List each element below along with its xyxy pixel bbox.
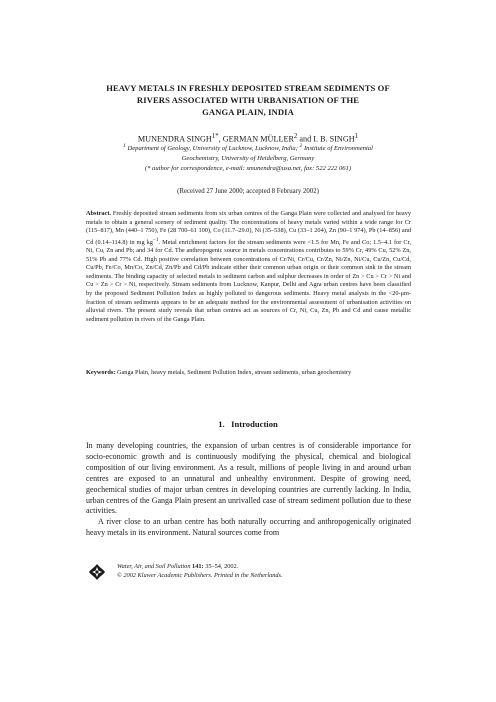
correspondence-line: (* author for correspondence, e-mail: smunendra@usa.net, fax: 522 222 061) xyxy=(144,165,352,173)
title-line: HEAVY METALS IN FRESHLY DEPOSITED STREAM SEDIMENTS OF xyxy=(106,83,390,93)
title-line: GANGA PLAIN, INDIA xyxy=(202,107,294,117)
author-superscript: 1 xyxy=(354,133,359,140)
copyright-line: © 2002 Kluwer Academic Publishers. Printed in the Netherlands. xyxy=(117,572,283,579)
author-superscript: 1* xyxy=(211,133,219,140)
author-name: GERMAN MÜLLER xyxy=(222,134,294,144)
journal-pages: 35–54, 2002. xyxy=(205,563,239,570)
keywords-text: Ganga Plain, heavy metals, Sediment Pollution Index, stream sediments, urban geochemistry xyxy=(115,369,352,376)
keywords xyxy=(86,369,411,378)
section-number: 1. xyxy=(218,419,225,429)
affiliation-line: Geochemistry, University of Heidelberg, Germany xyxy=(181,155,315,163)
body-paragraph: In many developing countries, the expansion of urban centres is of considerable importance for socio-economic growth and is continuously modifying the physical, chemical and biological composition of our living environment. As a result, millions of people living in and around urban centres are exposed to an unnatural and unhealthy environment. Despite of growing need, geochemical studies of major urban centres in developing countries are currently lacking. In India, urban centres of the Ganga Plain present an unrivalled case of stream sediment pollution due to these activities. xyxy=(86,441,411,516)
body-paragraph: A river close to an urban centre has both naturally occurring and anthropogenically originated heavy metals in its environment. Natural sources come from xyxy=(86,517,411,538)
author-separator: and xyxy=(297,134,314,144)
paper-title xyxy=(96,82,400,118)
affiliation-superscript: 2 xyxy=(299,143,303,149)
affiliation-superscript: 1 xyxy=(123,143,126,149)
abstract-text: Freshly deposited stream sediments from six urban centres of the Ganga Plain were collected and analysed for heavy metals to obtain a general scenery of sediment quality. The concentrations of heavy metals varied within a wide range for Cr (115–817), Mn (440–1 750), Fe (28 700–61 100), Co (11.7–29.0), Ni (35–538), Cu (33–1 204), Zn (90–1 974), Pb (14–856) and Cd (0.14–114.8) in mg kg xyxy=(86,210,411,246)
journal-footer xyxy=(86,561,411,585)
publisher-logo-icon xyxy=(87,562,107,582)
author-name: MUNENDRA SINGH xyxy=(137,134,212,144)
author-superscript: 2 xyxy=(293,133,298,140)
affiliation-text: Institute of Environmental xyxy=(302,145,373,153)
section-title: Introduction xyxy=(231,419,278,429)
abstract-text: m-fraction of stream sediments appears to be an adequate method for the environmental assessment of urbanisation activities on alluvial rivers. The present study reveals that urban centres act as sources of Cr, Ni, Cu, Zn, Pb and Cd and cause metallic sediment pollution in rivers of the Ganga Plain. xyxy=(86,290,411,323)
abstract xyxy=(86,210,411,324)
body-text xyxy=(86,441,411,539)
author-name: I. B. SINGH xyxy=(313,134,355,144)
keywords-label: Keywords: xyxy=(86,369,116,376)
footer-text xyxy=(117,562,417,580)
abstract-superscript: −1 xyxy=(152,236,159,243)
abstract-label: Abstract. xyxy=(86,210,112,217)
journal-volume: 141: xyxy=(190,563,206,570)
abstract-text: . Metal enrichment factors for the stream sediments were <1.5 for Mn, Fe and Co; 1.5–4.1 for Cr, Ni, Cu, Zn and Pb; and 34 for Cd. The anthropogenic source in metals concentrations contributes to 59% Cr, 49% Cu, 52% Zn, 51% Pb and 77% Cd. High positive correlation between concentrations of Cr/Ni, Cr/Cu, Cr/Zn, Ni/Zn, Ni/Cu, Cu/Zn, Cu/Cd, Cu/Pb, Fe/Co, Mn/Co, Zn/Cd, Zn/Pb and Cd/Pb indicate either their common urban origin or their common sink in the stream sediments. The binding capacity of selected metals to sediment carbon and sulphur decreases in order of Zn > Cu > Cr > Ni and Cu > Zn > Cr > Ni, respectively. Stream sediments from Lucknow, Kanpur, Delhi and Agra urban centres have been classified by the proposed Sediment Pollution Index as highly polluted to dangerous sediments. Heavy metal analysis in the <20- xyxy=(86,238,411,298)
mu-symbol: μ xyxy=(400,290,404,298)
title-line: RIVERS ASSOCIATED WITH URBANISATION OF THE xyxy=(136,95,360,105)
received-dates: (Received 27 June 2000; accepted 8 February 2002) xyxy=(177,188,319,195)
affiliation-text: Department of Geology, University of Lucknow, Lucknow, India; xyxy=(125,145,300,153)
journal-name: Water, Air, and Soil Pollution xyxy=(117,563,191,570)
author-separator: , xyxy=(218,134,223,144)
citation-line xyxy=(117,562,417,571)
affiliations xyxy=(74,141,422,174)
section-heading xyxy=(60,419,436,430)
affiliation-line xyxy=(74,141,422,154)
